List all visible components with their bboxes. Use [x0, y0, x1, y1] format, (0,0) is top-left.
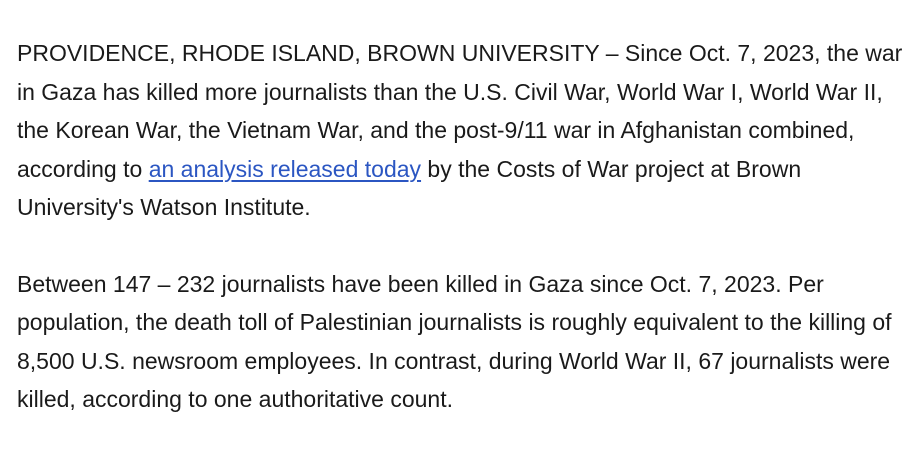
paragraph-intro-text-after-link: by the Costs of War project at Brown University's Watson Institute.: [17, 155, 802, 220]
article-body: [17, 34, 907, 419]
analysis-link[interactable]: an analysis released today: [148, 155, 422, 182]
paragraph-statistics: Between 147 – 232 journalists have been killed in Gaza since Oct. 7, 2023. Per population, the death toll of Palestinian journalists is roughly equivalent to the killing of 8,500 U.S. newsroom employees. In contrast, during World War II, 67 journalists were killed, according to one authoritative count.: [17, 270, 892, 412]
paragraph-intro-text-before-link: PROVIDENCE, RHODE ISLAND, BROWN UNIVERSITY – Since Oct. 7, 2023, the war in Gaza has killed more journalists than the U.S. Civil War, World War I, World War II, the Korean War, the Vietnam War, and the post-9/11 war in Afghanistan combined, according to: [17, 40, 903, 182]
paragraph-intro: [17, 34, 907, 227]
